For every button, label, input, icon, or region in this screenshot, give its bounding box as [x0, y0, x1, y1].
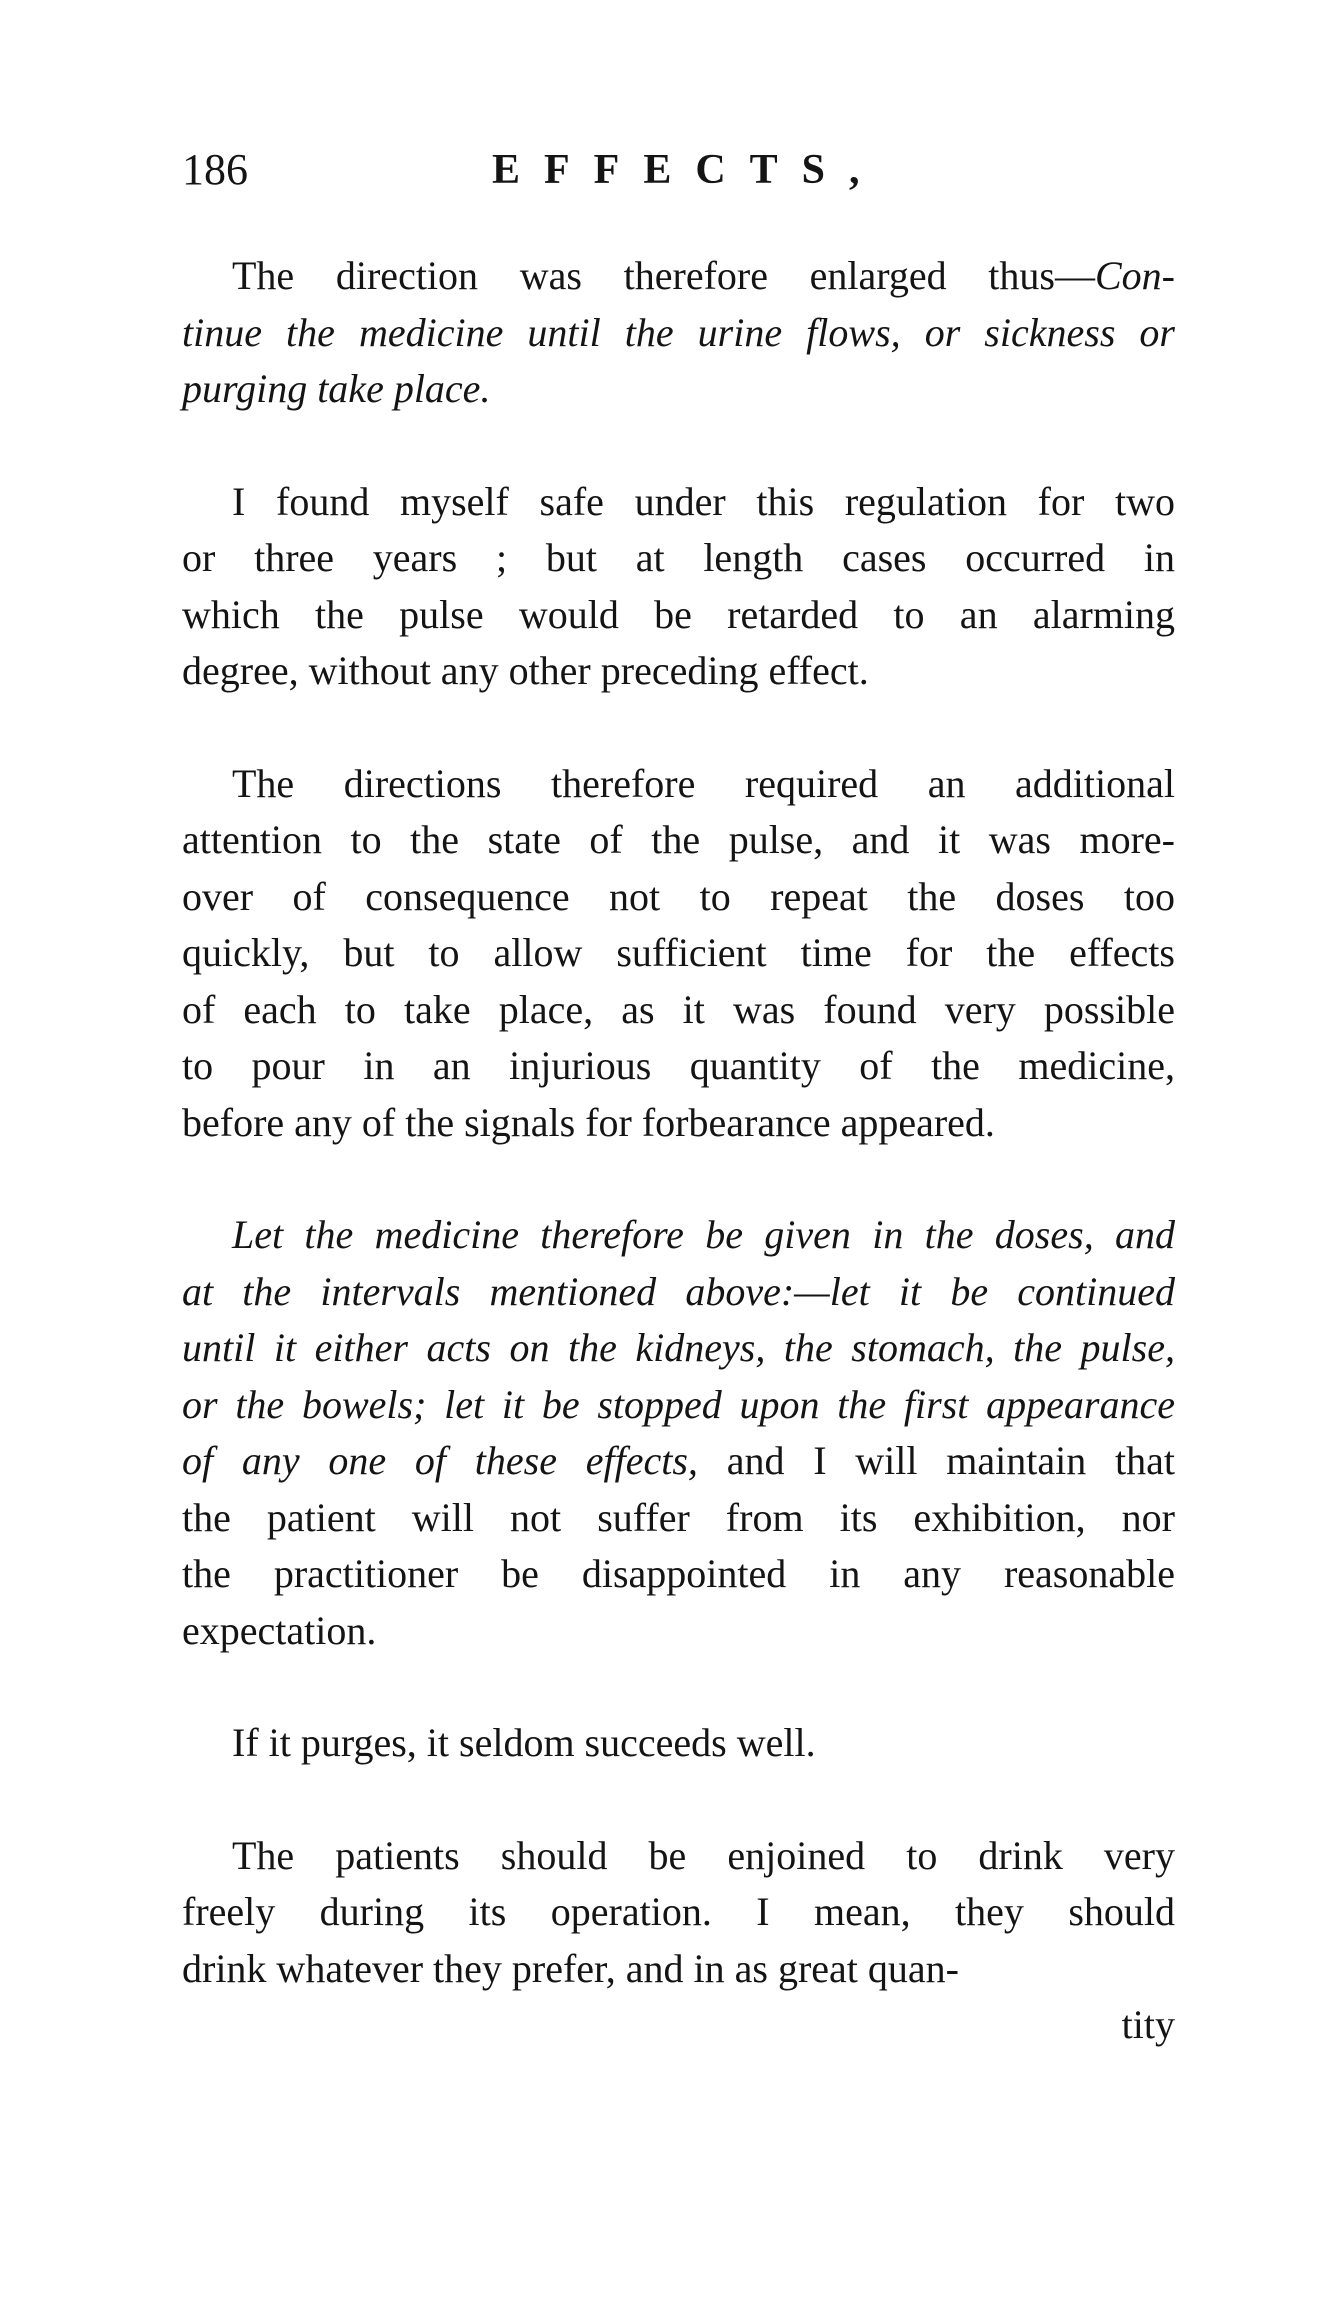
text-line [182, 869, 1175, 926]
text-line [182, 925, 1175, 982]
text-line [182, 643, 1175, 700]
catchword: tity [1121, 2002, 1175, 2047]
text-line [182, 1038, 1175, 1095]
roman-run: or three years ; but at length cases occurred in [182, 535, 1175, 580]
italic-run: Let the medicine therefore be given in the doses, and [232, 1212, 1175, 1257]
paragraph [182, 756, 1175, 1152]
roman-run: The patients should be enjoined to drink very [232, 1832, 1175, 1878]
text-line [182, 474, 1175, 531]
roman-run: and I will maintain that [697, 1438, 1175, 1483]
roman-run: over of consequence not to repeat the doses too [182, 873, 1175, 919]
text-line [182, 1828, 1175, 1885]
roman-run: I found myself safe under this regulation for two [232, 478, 1175, 524]
text-line [182, 1264, 1175, 1321]
roman-run: quickly, but to allow sufficient time for the effects [182, 930, 1175, 975]
roman-run: expectation. [182, 1607, 377, 1653]
text-line [182, 587, 1175, 644]
body-text [182, 248, 1175, 2054]
italic-run: Con- [1095, 253, 1175, 298]
paragraph [182, 248, 1175, 418]
text-line [182, 812, 1175, 869]
text-line [182, 1433, 1175, 1490]
text-line [182, 1377, 1175, 1434]
roman-run: degree, without any other preceding effect. [182, 648, 869, 693]
text-line [182, 1715, 1175, 1772]
paragraph [182, 1715, 1175, 1772]
text-line [182, 530, 1175, 587]
paragraph [182, 1828, 1175, 1998]
italic-run: purging take place. [182, 366, 491, 411]
text-line [182, 1603, 1175, 1660]
italic-run: until it either acts on the kidneys, the stomach, the pulse, [182, 1325, 1175, 1370]
roman-run: before any of the signals for forbearance appeared. [182, 1099, 995, 1145]
paragraph [182, 1207, 1175, 1659]
roman-run: the patient will not suffer from its exhibition, nor [182, 1494, 1175, 1540]
roman-run: The direction was therefore enlarged thus— [232, 253, 1095, 298]
text-line [182, 305, 1175, 362]
roman-run: The directions therefore required an additional [232, 760, 1175, 806]
italic-run: of any one of these effects, [182, 1438, 698, 1483]
roman-run: of each to take place, as it was found very possible [182, 986, 1175, 1032]
text-line [182, 1320, 1175, 1377]
text-line [182, 248, 1175, 305]
text-line [182, 1546, 1175, 1603]
text-line [182, 982, 1175, 1039]
text-line [182, 1884, 1175, 1941]
text-line [182, 1207, 1175, 1264]
text-line [182, 361, 1175, 418]
paragraph [182, 474, 1175, 700]
roman-run: which the pulse would be retarded to an alarming [182, 591, 1175, 637]
roman-run: freely during its operation. I mean, they should [182, 1889, 1175, 1934]
italic-run: or the bowels; let it be stopped upon the first appearance [182, 1381, 1175, 1427]
roman-run: attention to the state of the pulse, and it was more- [182, 817, 1175, 862]
roman-run: to pour in an injurious quantity of the medicine, [182, 1043, 1175, 1088]
page-number: 186 [182, 145, 248, 194]
text-line [182, 1941, 1175, 1998]
text-line [182, 1490, 1175, 1547]
running-title: EFFECTS, [492, 147, 884, 193]
roman-run: If it purges, it seldom succeeds well. [232, 1720, 816, 1765]
text-line [182, 1095, 1175, 1152]
roman-run: the practitioner be disappointed in any reasonable [182, 1551, 1175, 1596]
text-line [182, 756, 1175, 813]
roman-run: drink whatever they prefer, and in as great quan- [182, 1945, 959, 1991]
italic-run: at the intervals mentioned above:—let it be continued [182, 1268, 1175, 1314]
running-head [182, 140, 1182, 200]
italic-run: tinue the medicine until the urine flows, or sickness or [182, 309, 1175, 355]
